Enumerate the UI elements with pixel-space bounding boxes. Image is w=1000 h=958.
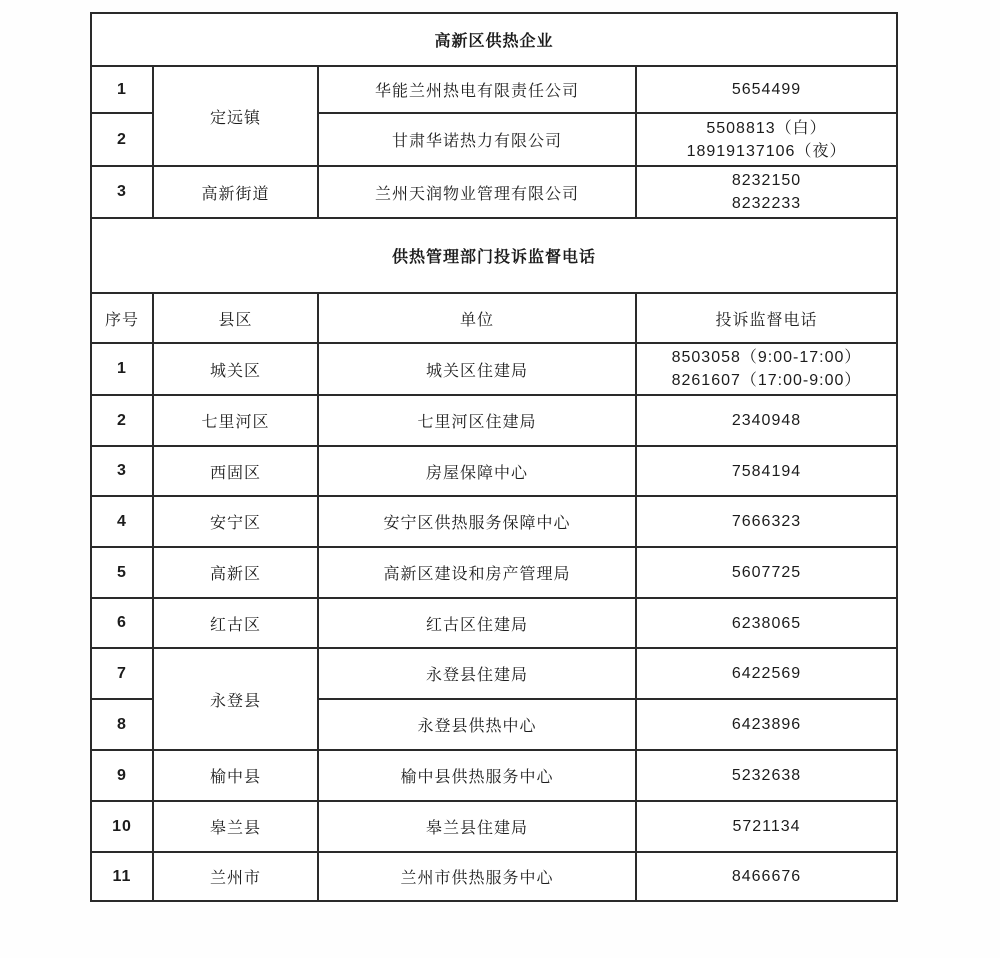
- unit-cell: 皋兰县住建局: [318, 801, 636, 852]
- unit-cell: 兰州天润物业管理有限公司: [318, 166, 636, 218]
- row-number: 2: [91, 395, 153, 446]
- phone-line: 7666323: [731, 513, 802, 530]
- phone-cell: [636, 113, 897, 166]
- row-number: 1: [91, 343, 153, 395]
- table-row: [91, 496, 897, 547]
- column-header-district: 县区: [153, 293, 318, 343]
- row-number: 3: [91, 166, 153, 218]
- phone-line: 2340948: [731, 412, 802, 429]
- phone-line: 6238065: [731, 614, 802, 632]
- table-row: [91, 750, 897, 801]
- row-number: 7: [91, 648, 153, 699]
- unit-cell: 榆中县供热服务中心: [318, 750, 636, 801]
- area-cell: 皋兰县: [153, 801, 318, 852]
- unit-cell: 甘肃华诺热力有限公司: [318, 113, 636, 166]
- phone-cell: [636, 699, 897, 750]
- unit-cell: 永登县住建局: [318, 648, 636, 699]
- unit-cell: 红古区住建局: [318, 598, 636, 648]
- phone-cell: [636, 750, 897, 801]
- phone-cell: [636, 648, 897, 699]
- column-header-unit: 单位: [318, 293, 636, 343]
- phone-cell: [636, 598, 897, 648]
- unit-cell: 城关区住建局: [318, 343, 636, 395]
- phone-line: 8261607（17:00-9:00）: [671, 372, 862, 389]
- phone-cell: [636, 66, 897, 113]
- table-row: [91, 343, 897, 395]
- unit-cell: 兰州市供热服务中心: [318, 852, 636, 901]
- column-header-seq: 序号: [91, 293, 153, 343]
- unit-cell: 房屋保障中心: [318, 446, 636, 496]
- row-number: 4: [91, 496, 153, 547]
- table-row: [91, 446, 897, 496]
- row-number: 10: [91, 801, 153, 852]
- section2-title: 供热管理部门投诉监督电话: [91, 218, 897, 293]
- phone-cell: [636, 395, 897, 446]
- phone-cell: [636, 801, 897, 852]
- table-row: [91, 66, 897, 113]
- area-cell: 城关区: [153, 343, 318, 395]
- phone-line: 5607725: [731, 564, 802, 581]
- header-row: [91, 293, 897, 343]
- phone-line: 8232233: [731, 195, 802, 212]
- section1-title: 高新区供热企业: [91, 13, 897, 66]
- unit-cell: 高新区建设和房产管理局: [318, 547, 636, 598]
- row-number: 6: [91, 598, 153, 648]
- phone-line: 5508813（白）: [706, 119, 827, 137]
- area-cell: 定远镇: [153, 66, 318, 166]
- phone-cell: [636, 852, 897, 901]
- phone-line: 7584194: [731, 462, 802, 480]
- phone-cell: [636, 446, 897, 496]
- unit-cell: 七里河区住建局: [318, 395, 636, 446]
- phone-line: 6422569: [731, 665, 802, 682]
- area-cell: 七里河区: [153, 395, 318, 446]
- row-number: 5: [91, 547, 153, 598]
- area-cell: 西固区: [153, 446, 318, 496]
- phone-cell: [636, 547, 897, 598]
- table-row: [91, 801, 897, 852]
- row-number: 9: [91, 750, 153, 801]
- phone-line: 8503058（9:00-17:00）: [671, 349, 862, 366]
- phone-line: 5654499: [731, 81, 802, 98]
- area-cell: 兰州市: [153, 852, 318, 901]
- phone-cell: [636, 343, 897, 395]
- unit-cell: 华能兰州热电有限责任公司: [318, 66, 636, 113]
- unit-cell: 永登县供热中心: [318, 699, 636, 750]
- phone-line: 6423896: [731, 716, 802, 733]
- row-number: 1: [91, 66, 153, 113]
- table-row: [91, 166, 897, 218]
- phone-line: 8232150: [731, 172, 802, 189]
- phone-line: 5721134: [732, 818, 801, 835]
- heating-info-table: [90, 12, 898, 902]
- table-row: [91, 598, 897, 648]
- area-cell: 永登县: [153, 648, 318, 750]
- area-cell: 高新区: [153, 547, 318, 598]
- column-header-phone: 投诉监督电话: [636, 293, 897, 343]
- phone-line: 18919137106（夜）: [686, 142, 847, 160]
- row-number: 3: [91, 446, 153, 496]
- phone-cell: [636, 496, 897, 547]
- row-number: 11: [91, 852, 153, 901]
- unit-cell: 安宁区供热服务保障中心: [318, 496, 636, 547]
- phone-line: 8466676: [731, 868, 802, 885]
- row-number: 8: [91, 699, 153, 750]
- area-cell: 红古区: [153, 598, 318, 648]
- table-row: [91, 547, 897, 598]
- phone-cell: [636, 166, 897, 218]
- table-row: [91, 648, 897, 699]
- table-row: [91, 852, 897, 901]
- phone-line: 5232638: [731, 767, 802, 784]
- table-row: [91, 395, 897, 446]
- area-cell: 安宁区: [153, 496, 318, 547]
- area-cell: 高新街道: [153, 166, 318, 218]
- row-number: 2: [91, 113, 153, 166]
- area-cell: 榆中县: [153, 750, 318, 801]
